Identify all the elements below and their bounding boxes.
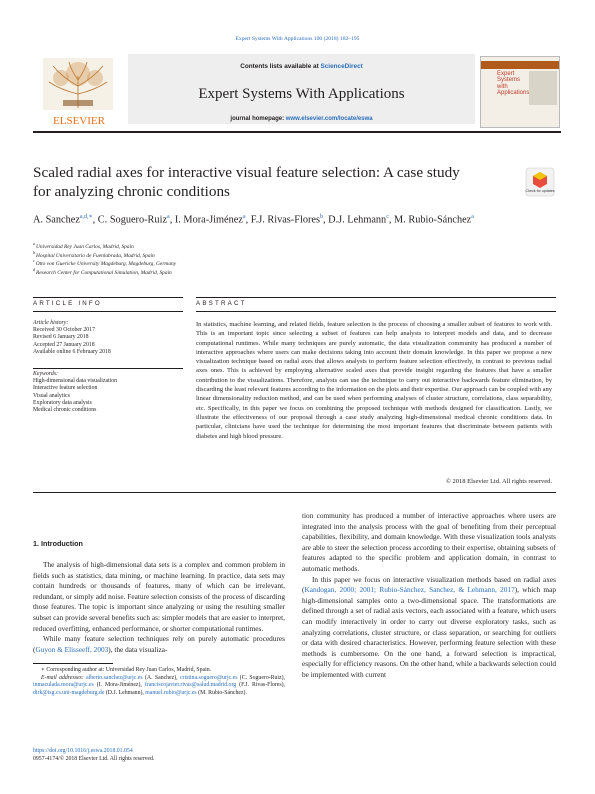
body-left-column — [33, 560, 285, 655]
email-owner: (F.J. Rivas-Flores), — [236, 682, 285, 689]
publisher-name: ELSEVIER — [53, 115, 105, 127]
journal-citation[interactable]: Expert Systems With Applications 100 (2018) 182–195 — [235, 36, 360, 42]
keywords-label: Keywords: — [33, 371, 58, 377]
issn-line: 0957-4174/© 2018 Elsevier Ltd. All rights reserved. — [33, 756, 155, 762]
abstract-copyright: © 2018 Elsevier Ltd. All rights reserved. — [445, 478, 552, 485]
header-rule — [33, 131, 561, 133]
journal-cover-image[interactable] — [480, 56, 560, 128]
article-title: Scaled radial axes for interactive visual feature selection: A case study for analyzing chronic conditions — [33, 164, 460, 200]
affiliation: $^a$ Universidad Rey Juan Carlos, Madrid, Spain — [33, 241, 134, 250]
elsevier-logo — [33, 56, 125, 128]
email-owner: (C. Soguero-Ruiz), — [237, 674, 285, 681]
history-label: Article history: — [33, 320, 69, 326]
intro-paragraph-3: In this paper we focus on interactive visualization methods based on radial axes (Kandogan, 2000; 2001; Rubio-Sánchez, Sanchez, & Lehmann, 2017), which map high-dimensional samples onto a two-dimensional space. The transformations are defined through a set of radial axis vectors, each associated with a feature, which users can modify interactively in order to carry out diverse exploratory tasks, such as analyzing correlations, cluster structure, or class separation, or searching for outliers or data with desired characteristics. However, performing feature selection with these methods is cumbersome. On the one hand, a forward selection is impractical, especially for efficiency reasons. On the other hand, while a backwards selection could be implemented with current — [302, 574, 556, 679]
abstract-heading: ABSTRACT — [196, 300, 247, 307]
corresponding-author-footnote — [33, 667, 285, 697]
email-link[interactable]: dirk@isg.cs.uni-magdeburg.de — [33, 689, 105, 696]
contents-line: Contents lists available at ScienceDirect — [240, 63, 363, 70]
email-link[interactable]: cristina.soguero@urjc.es — [179, 674, 238, 681]
cover-band — [481, 61, 560, 69]
affiliation-marker[interactable]: a — [167, 214, 170, 220]
footnote-rule — [33, 663, 113, 664]
keywords-block — [33, 371, 183, 414]
email-owner: (A. Sanchez), — [142, 674, 180, 681]
abstract-rule-2 — [196, 311, 556, 312]
history-date: Revised 6 January 2018 — [33, 334, 89, 341]
abstract-rule — [196, 297, 556, 298]
keyword: Visual analytics — [33, 392, 70, 399]
intro-paragraph-2: While many feature selection techniques rely on purely automatic procedures (Guyon & Elisseeff, 2003), the data visualiza- — [33, 634, 285, 654]
citation-link[interactable]: Kandogan, 2000; 2001; Rubio-Sánchez, Sanchez, & Lehmann, 2017 — [304, 585, 515, 595]
author-name[interactable]: C. Soguero-Ruiz — [97, 214, 168, 226]
affiliation-marker[interactable]: a,d,∗ — [79, 214, 93, 220]
author-list: A. Sanchez$^{a,d,∗}$, C. Soguero-Ruiz$^a$, I. Mora-Jiménez$^a$, F.J. Rivas-Flores$^b$, D.J. Lehmann$^c$, M. Rubio-Sánchez$^a$ — [33, 214, 474, 226]
email-owner: (I. Mora-Jiménez), — [93, 682, 145, 689]
info-rule — [33, 297, 183, 298]
affiliation-marker[interactable]: c — [386, 214, 389, 220]
author-name[interactable]: M. Rubio-Sánchez — [394, 214, 472, 226]
keyword: Medical chronic conditions — [33, 407, 97, 414]
history-date: Available online 6 February 2018 — [33, 348, 111, 355]
author-name[interactable]: I. Mora-Jiménez — [174, 214, 243, 226]
history-date: Received 30 October 2017 — [33, 327, 95, 334]
check-for-updates-badge[interactable] — [525, 167, 555, 197]
info-rule-2 — [33, 311, 183, 312]
updates-text: Check for updates — [525, 189, 555, 193]
email-link[interactable]: inmaculada.mora@urjc.es — [33, 682, 94, 689]
article-history — [33, 320, 183, 356]
email-link[interactable]: manuel.rubio@urjc.es — [145, 689, 197, 696]
keyword: Interactive feature selection — [33, 385, 98, 392]
affiliation-marker[interactable]: b — [319, 214, 323, 220]
intro-paragraph-1: The analysis of high-dimensional data sets is a complex and common problem in fields such as statistics, data mining, or machine learning. In practice, data sets may contain hundreds or thousands of features, many of which can be irrelevant, redundant, or simply add noise. Feature selection consists of the process of discarding those features. The topic is important since analyzing or using the resulting smaller subset can provide several benefits such as: simpler models that are easier to interpret, reduced overfitting, enhanced performance, or shorter computational runtimes. — [33, 560, 285, 633]
journal-homepage: journal homepage: www.elsevier.com/locate/eswa — [230, 116, 373, 122]
email-link[interactable]: franciscojavier.rivas@salud.madrid.org — [144, 682, 237, 689]
abstract-text: In statistics, machine learning, and related fields, feature selection is the process of choosing a smaller subset of features to work with. This is an important topic since selecting a subset of features can help analysts to interpret models and data, and to decrease computational runtimes. While many techniques are purely automatic, the data visualization community has produced a number of interactive approaches where users can make decisions taking into account their domain knowledge. In this paper we propose a new visualization technique based on radial axes that allows analysts to perform feature selection effectively, in contrast to previous radial axes ones. This is achieved by employing alternative scaled axes that provide insight regarding the features that have a smaller contribution to the visualizations. Therefore, analysts can use the technique to carry out interactive backwards feature elimination, by discarding the least relevant features according to the information on the plots and their expertise. Our approach can be coupled with any linear dimensionality reduction method, and can be used when performing analyses of cluster structure, correlations, class separability, etc. Specifically, in this paper we focus on combining the proposed technique with methods designed for classification. Lastly, we illustrate the effectiveness of our proposal through a case study analyzing high-dimensional medical chronic conditions data. In particular, clinicians have used the technique for determining the most important features that discriminate between patients with diabetes and high blood pressure. — [196, 321, 552, 440]
section-heading-introduction: 1. Introduction — [33, 539, 83, 548]
affiliation: $^c$ Otto von Guericke University Magdeburg, Magdeburg, Germany — [33, 258, 177, 267]
author-name[interactable]: A. Sanchez — [33, 214, 80, 226]
email-label: E-mail addresses: — [41, 674, 84, 681]
sciencedirect-link[interactable]: ScienceDirect — [320, 63, 363, 70]
author-name[interactable]: D.J. Lehmann — [328, 214, 387, 226]
email-owner: (D.J. Lehmann), — [104, 689, 146, 696]
history-divider — [33, 368, 183, 369]
history-date: Accepted 27 January 2018 — [33, 341, 95, 348]
affiliation: $^b$ Hospital Universitario de Fuenlabrada, Madrid, Spain — [33, 249, 155, 259]
doi-link[interactable]: https://doi.org/10.1016/j.eswa.2018.01.054 — [33, 748, 133, 754]
affiliation-marker[interactable]: a — [471, 214, 474, 220]
affiliation: $^d$ Research Center for Computational Simulation, Madrid, Spain — [33, 266, 172, 276]
body-right-column — [302, 511, 556, 681]
keyword: Exploratory data analysis — [33, 399, 92, 406]
keyword: High-dimensional data visualization — [33, 378, 118, 385]
corresponding-note: ∗ Corresponding author at: Universidad Rey Juan Carlos, Madrid, Spain. — [41, 667, 212, 673]
article-info-heading: ARTICLE INFO — [33, 300, 102, 307]
email-owner: (M. Rubio-Sánchez). — [196, 689, 247, 696]
email-link[interactable]: alberto.sanchez@urjc.es — [86, 674, 143, 681]
homepage-link[interactable]: www.elsevier.com/locate/eswa — [285, 116, 373, 122]
author-name[interactable]: F.J. Rivas-Flores — [250, 214, 320, 226]
affiliation-marker[interactable]: a — [242, 214, 246, 220]
intro-paragraph-2-cont: tion community has produced a number of interactive approaches where users are integrated into the analysis process with the goal of benefiting from their perceptual capabilities, flexibility, and domain knowledge. With these visualization tools analysts are able to steer the selection process according to their expertise, obtaining subsets of features adapted to the specific problem and application domain, in contrast to automatic methods. — [302, 511, 556, 573]
cover-title: Expert Systems with Applications — [497, 71, 530, 97]
citation-link[interactable]: Guyon & Elisseeff, 2003 — [35, 644, 109, 654]
journal-title: Expert Systems With Applications — [198, 86, 405, 102]
cover-illustration — [529, 71, 557, 105]
abstract-bottom-rule — [33, 492, 556, 493]
doi-block — [33, 747, 154, 763]
